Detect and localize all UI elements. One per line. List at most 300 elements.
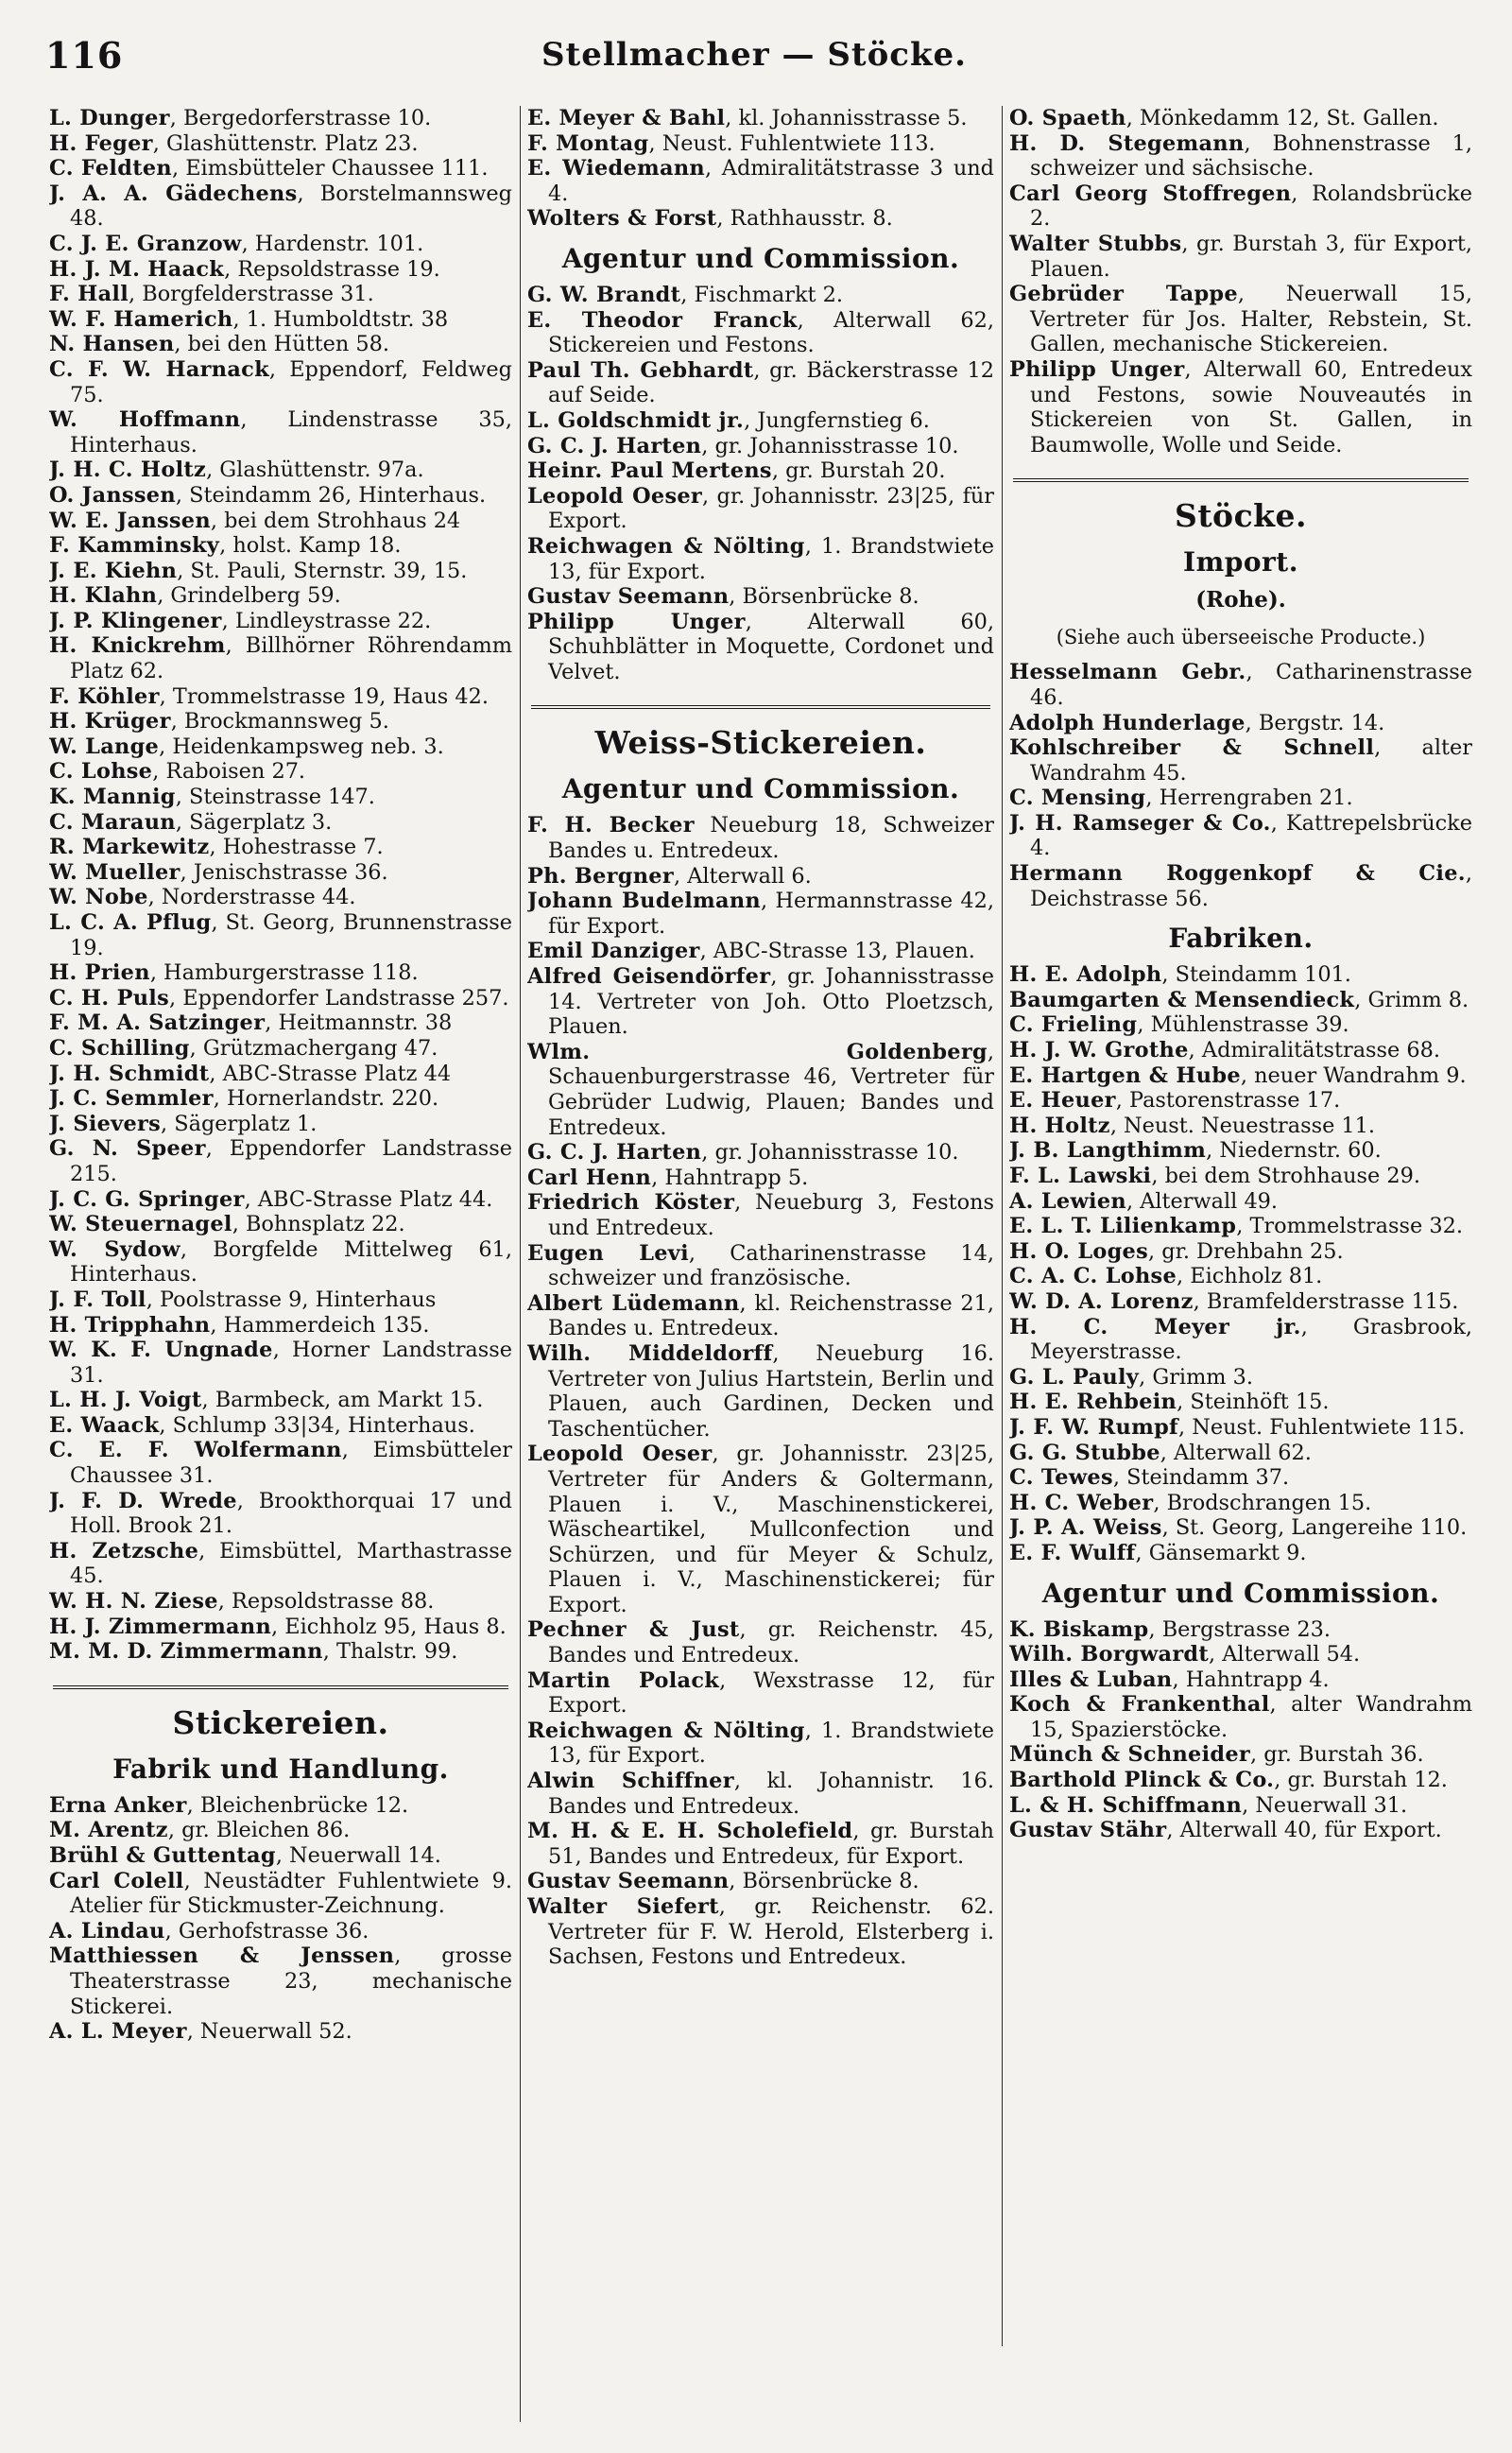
directory-entry — [49, 910, 512, 960]
firm-address: , Alterwall 62. — [1160, 1440, 1312, 1465]
firm-address: , Neustädter Fuhlentwiete 9. Atelier für Stickmuster-Zeichnung. — [70, 1868, 512, 1919]
firm-name: H. O. Loges — [1009, 1238, 1149, 1264]
firm-address: , Eimsbütteler Chaussee 31. — [70, 1438, 512, 1489]
directory-entry — [49, 609, 512, 634]
directory-entry — [49, 1338, 512, 1388]
firm-name: G. W. Brandt — [527, 282, 681, 307]
section-heading: Weiss-Stickereien. — [594, 724, 927, 762]
firm-address: , Eimsbüttel, Marthastrasse 45. — [70, 1538, 512, 1589]
firm-address: , Steindamm 37. — [1112, 1465, 1290, 1491]
firm-name: W. Steuernagel — [49, 1212, 232, 1237]
firm-address: , Eichholz 81. — [1177, 1264, 1323, 1289]
directory-entry — [49, 282, 512, 307]
directory-entry — [1009, 1138, 1472, 1164]
firm-address: , Repsoldstrasse 88. — [217, 1589, 435, 1615]
directory-entry — [1009, 1818, 1472, 1843]
directory-entry — [527, 106, 994, 131]
directory-entry — [1009, 232, 1472, 282]
firm-name: J. C. G. Springer — [49, 1186, 245, 1212]
firm-address: , Herrengraben 21. — [1145, 786, 1353, 811]
firm-address: , Eimsbütteler Chaussee 111. — [171, 156, 489, 181]
firm-name: C. A. C. Lohse — [1009, 1264, 1177, 1289]
firm-name: G. N. Speer — [49, 1136, 206, 1162]
firm-name: J. B. Langthimm — [1009, 1138, 1207, 1164]
firm-address: , neuer Wandrahm 9. — [1240, 1062, 1467, 1088]
firm-address: , gr. Johannisstrasse 14. Vertreter von Joh. Otto Ploetzsch, Plauen. — [548, 964, 994, 1040]
firm-address: , Neueburg 16. Vertreter von Julius Hartstein, Berlin und Plauen, auch Gardinen, Decken und Taschentücher. — [548, 1340, 994, 1442]
firm-name: W. F. Hamerich — [49, 306, 233, 332]
firm-address: , Bergstrasse 23. — [1148, 1616, 1331, 1642]
firm-name: E. F. Wulff — [1009, 1540, 1136, 1565]
firm-name: Hermann Roggenkopf & Cie. — [1009, 861, 1466, 887]
directory-entry — [1009, 735, 1472, 786]
directory-entry — [527, 1617, 994, 1667]
firm-name: F. Montag — [527, 130, 649, 156]
directory-entry — [49, 1438, 512, 1488]
firm-address: , bei den Hütten 58. — [174, 332, 389, 357]
firm-name: F. H. Becker — [527, 813, 695, 838]
directory-entry — [49, 986, 512, 1011]
firm-address: , Barmbeck, am Markt 15. — [201, 1388, 484, 1413]
firm-address: , kl. Johannisstrasse 5. — [725, 106, 968, 130]
firm-name: L. Dunger — [49, 106, 170, 130]
firm-address: , Sägerplatz 3. — [175, 809, 333, 835]
directory-entry — [527, 534, 994, 584]
firm-address: , St. Georg, Langereihe 110. — [1161, 1515, 1468, 1541]
firm-address: , Catharinenstrasse 46. — [1030, 660, 1472, 710]
firm-address: , Alterwall 49. — [1125, 1188, 1279, 1214]
firm-address: , Repsoldstrasse 19. — [224, 256, 440, 282]
firm-name: W. Mueller — [49, 859, 180, 885]
directory-entry — [527, 584, 994, 610]
directory-entry — [527, 408, 994, 434]
firm-address: , Borgfelde Mittelweg 61, Hinterhaus. — [70, 1236, 512, 1287]
firm-name: Koch & Frankenthal — [1009, 1692, 1270, 1718]
firm-address: , Mönkedamm 12, St. Gallen. — [1125, 106, 1439, 130]
firm-name: Alwin Schiffner — [527, 1769, 734, 1794]
firm-address: , gr. Burstah 51, Bandes und Entredeux, für Export. — [548, 1819, 994, 1869]
firm-name: E. Theodor Franck — [527, 307, 798, 333]
cross-reference-note: (Siehe auch überseeische Producte.) — [1056, 626, 1426, 649]
firm-address: , Alterwall 60, Entredeux und Festons, sowie Nouveautés in Stickereien von St. Gallen, in Baumwolle, Wolle und Seide. — [1030, 356, 1472, 458]
firm-address: , Neuerwall 52. — [186, 2019, 352, 2045]
directory-entry — [49, 785, 512, 810]
firm-address: , Raboisen 27. — [152, 759, 306, 785]
directory-entry — [1009, 962, 1472, 988]
directory-entry — [1009, 131, 1472, 181]
firm-name: J. E. Kiehn — [49, 558, 178, 583]
section-divider — [1013, 478, 1469, 482]
firm-name: A. L. Meyer — [49, 2019, 187, 2045]
firm-name: W. Hoffmann — [49, 407, 241, 433]
firm-address: , Hahntrapp 5. — [651, 1165, 809, 1190]
firm-address: , gr. Drehbahn 25. — [1148, 1238, 1344, 1264]
firm-address: , gr. Reichenstr. 45, Bandes und Entredeux. — [548, 1617, 994, 1668]
firm-name: G. L. Pauly — [1009, 1364, 1140, 1390]
directory-entry — [1009, 1768, 1472, 1793]
directory-entry — [49, 1086, 512, 1112]
directory-entry — [527, 610, 994, 685]
directory-entry — [527, 964, 994, 1040]
directory-entry — [1009, 1541, 1472, 1566]
firm-name: Baumgarten & Mensendieck — [1009, 987, 1355, 1012]
directory-entry — [49, 131, 512, 157]
firm-address: , St. Georg, Brunnenstrasse 19. — [70, 910, 512, 960]
directory-entry — [1009, 711, 1472, 736]
directory-entry — [49, 458, 512, 483]
firm-name: J. P. A. Weiss — [1009, 1515, 1162, 1541]
page-number: 116 — [45, 34, 124, 77]
firm-name: W. Lange — [49, 734, 160, 759]
firm-name: H. Feger — [49, 130, 153, 156]
firm-address: , Niedernstr. 60. — [1206, 1138, 1382, 1164]
firm-address: , bei dem Strohhaus 24 — [210, 508, 461, 533]
directory-entry — [1009, 811, 1472, 861]
directory-entry — [49, 1011, 512, 1036]
firm-name: K. Mannig — [49, 785, 176, 810]
firm-name: W. E. Janssen — [49, 508, 211, 533]
directory-entry — [49, 1313, 512, 1339]
firm-address: , Alterwall 54. — [1209, 1642, 1361, 1667]
subsection-heading: Agentur und Commission. — [1041, 1577, 1440, 1609]
firm-address: , Grimm 8. — [1354, 987, 1469, 1012]
firm-address: , kl. Reichenstrasse 21, Bandes u. Entredeux. — [548, 1290, 994, 1341]
firm-address: , gr. Burstah 12. — [1274, 1768, 1448, 1793]
firm-name: C. Mensing — [1009, 786, 1146, 811]
firm-name: Gustav Seemann — [527, 584, 730, 610]
firm-address: , Neust. Fuhlentwiete 113. — [648, 130, 936, 156]
directory-entry — [49, 1919, 512, 1944]
firm-name: H. C. Meyer jr. — [1009, 1314, 1301, 1339]
directory-entry — [1009, 660, 1472, 710]
firm-address: , Neueburg 3, Festons und Entredeux. — [548, 1190, 994, 1240]
directory-entry — [49, 684, 512, 710]
firm-address: , 1. Brandstwiete 13, für Export. — [548, 1718, 994, 1769]
directory-entry — [1009, 1038, 1472, 1063]
firm-name: L. H. J. Voigt — [49, 1388, 202, 1413]
firm-name: J. H. C. Holtz — [49, 458, 207, 483]
firm-address: , Schlump 33|34, Hinterhaus. — [159, 1412, 475, 1438]
firm-name: M. Arentz — [49, 1818, 168, 1843]
directory-entry — [49, 734, 512, 760]
firm-address: , Kattrepelsbrücke 4. — [1030, 810, 1472, 861]
firm-address: , Grimm 3. — [1139, 1364, 1254, 1390]
firm-address: , Lindenstrasse 35, Hinterhaus. — [70, 407, 512, 458]
directory-entry — [527, 206, 994, 232]
firm-name: Carl Colell — [49, 1868, 184, 1893]
firm-name: E. Hartgen & Hube — [1009, 1062, 1241, 1088]
firm-address: , Wexstrasse 12, für Export. — [548, 1667, 994, 1719]
directory-column-2 — [527, 106, 994, 2346]
firm-name: J. A. A. Gädechens — [49, 181, 298, 206]
firm-name: Gustav Stähr — [1009, 1818, 1167, 1843]
firm-address: , Steinhöft 15. — [1177, 1390, 1330, 1415]
firm-address: , 1. Humboldtstr. 38 — [232, 306, 449, 332]
page-header — [45, 34, 1463, 95]
firm-name: K. Biskamp — [1009, 1616, 1149, 1642]
directory-entry — [1009, 1214, 1472, 1239]
firm-address: , Grasbrook, Meyerstrasse. — [1030, 1314, 1472, 1365]
firm-address: , gr. Bleichen 86. — [167, 1818, 351, 1843]
firm-name: F. Köhler — [49, 683, 160, 709]
firm-address: , Gerhofstrasse 36. — [164, 1918, 369, 1943]
section-divider — [53, 1685, 508, 1689]
firm-name: G. C. J. Harten — [527, 433, 702, 458]
firm-address: , gr. Johannisstr. 23|25, Vertreter für Anders & Goltermann, Plauen i. V., Maschinenstickerei, Wäscheartikel, Mullconfection und Schürzen, und für Meyer & Schulz, Plauen i. V., Maschinenstickerei; für Export. — [548, 1442, 994, 1617]
firm-name: E. Waack — [49, 1412, 160, 1438]
firm-name: Illes & Luban — [1009, 1667, 1173, 1692]
directory-entry — [49, 1237, 512, 1287]
firm-address: , Admiralitätstrasse 3 und 4. — [548, 156, 994, 206]
directory-entry — [49, 1639, 512, 1665]
firm-name: Albert Lüdemann — [527, 1290, 740, 1316]
firm-name: E. Heuer — [1009, 1088, 1116, 1114]
directory-entry — [1009, 1088, 1472, 1114]
firm-name: F. Hall — [49, 282, 129, 307]
firm-address: , Horner Landstrasse 31. — [70, 1338, 512, 1388]
firm-name: Emil Danziger — [527, 939, 700, 964]
firm-address: , Brookthorquai 17 und Holl. Brook 21. — [70, 1488, 512, 1539]
firm-name: C. Feldten — [49, 156, 172, 181]
directory-entry — [1009, 861, 1472, 911]
firm-address: , gr. Johannisstr. 23|25, für Export. — [548, 483, 994, 534]
directory-entry — [527, 1291, 994, 1341]
directory-entry — [1009, 1793, 1472, 1819]
directory-entry — [49, 533, 512, 559]
firm-name: Carl Henn — [527, 1165, 652, 1190]
firm-address: , Eppendorfer Landstrasse 215. — [70, 1136, 512, 1186]
directory-entry — [49, 1843, 512, 1869]
firm-address: Neueburg 18, Schweizer Bandes u. Entredeux. — [548, 813, 994, 864]
directory-entry — [527, 1668, 994, 1719]
firm-name: H. D. Stegemann — [1009, 130, 1245, 156]
firm-address: , Hohestrasse 7. — [209, 835, 384, 860]
firm-address: , Admiralitätstrasse 68. — [1188, 1038, 1441, 1063]
firm-name: C. F. W. Harnack — [49, 356, 269, 382]
firm-name: Eugen Levi — [527, 1240, 689, 1266]
firm-address: , Alterwall 6. — [673, 863, 812, 889]
directory-entry — [1009, 1315, 1472, 1365]
firm-name: L. & H. Schiffmann — [1009, 1792, 1243, 1818]
directory-entry — [49, 583, 512, 609]
firm-address: , alter Wandrahm 45. — [1030, 735, 1472, 786]
directory-entry — [527, 1341, 994, 1442]
firm-address: , Eichholz 95, Haus 8. — [271, 1614, 507, 1639]
firm-address: , gr. Johannisstrasse 10. — [701, 1140, 959, 1166]
subsection-heading: Agentur und Commission. — [561, 773, 960, 805]
directory-entry — [49, 810, 512, 836]
firm-address: , Steindamm 26, Hinterhaus. — [175, 482, 487, 508]
directory-entry — [49, 1187, 512, 1213]
firm-name: W. K. F. Ungnade — [49, 1338, 273, 1363]
firm-address: , Hermannstrasse 42, für Export. — [548, 889, 994, 939]
firm-name: J. H. Schmidt — [49, 1061, 210, 1086]
directory-entry — [527, 484, 994, 534]
firm-name: L. Goldschmidt jr. — [527, 407, 745, 433]
directory-entry — [49, 1869, 512, 1919]
firm-address: , Bramfelderstrasse 115. — [1193, 1288, 1459, 1314]
directory-entry — [527, 1719, 994, 1769]
firm-address: , Heidenkampsweg neb. 3. — [159, 734, 444, 759]
directory-entry — [1009, 1063, 1472, 1089]
directory-entry — [49, 332, 512, 357]
firm-name: Walter Siefert — [527, 1894, 719, 1919]
firm-address: , Bohnenstrasse 1, schweizer und sächsische. — [1030, 130, 1472, 181]
directory-entry — [527, 1190, 994, 1240]
directory-entry — [527, 939, 994, 964]
firm-address: , Alterwall 62, Stickereien und Festons. — [548, 307, 994, 358]
firm-address: , Steinstrasse 147. — [175, 785, 375, 810]
firm-address: , Eppendorf, Feldweg 75. — [70, 356, 512, 407]
firm-name: H. C. Weber — [1009, 1490, 1154, 1515]
directory-entry — [1009, 1617, 1472, 1643]
firm-address: , Schauenburgerstrasse 46, Vertreter für Gebrüder Ludwig, Plauen; Bandes und Entredeux. — [548, 1039, 994, 1140]
firm-name: Gustav Seemann — [527, 1869, 730, 1894]
firm-name: G. G. Stubbe — [1009, 1440, 1160, 1465]
directory-entry — [1009, 1415, 1472, 1441]
firm-address: , Steindamm 101. — [1161, 962, 1351, 988]
firm-address: , Trommelstrasse 19, Haus 42. — [159, 683, 490, 709]
firm-name: L. C. A. Pflug — [49, 910, 212, 935]
firm-name: H. Krüger — [49, 709, 171, 734]
firm-name: C. J. E. Granzow — [49, 231, 242, 256]
directory-entry — [1009, 1491, 1472, 1516]
subsection-heading: Fabriken. — [1168, 923, 1314, 955]
directory-entry — [1009, 1465, 1472, 1491]
directory-entry — [527, 864, 994, 890]
firm-name: C. Maraun — [49, 809, 176, 835]
directory-entry — [49, 1793, 512, 1819]
firm-name: Kohlschreiber & Schnell — [1009, 735, 1375, 761]
firm-name: C. Lohse — [49, 759, 153, 785]
firm-name: Pechner & Just — [527, 1617, 740, 1643]
firm-address: , Gänsemarkt 9. — [1135, 1540, 1307, 1565]
firm-name: E. Meyer & Bahl — [527, 106, 726, 130]
firm-name: Philipp Unger — [527, 609, 746, 634]
firm-name: Reichwagen & Nölting — [527, 533, 805, 559]
firm-name: J. F. D. Wrede — [49, 1488, 237, 1513]
firm-name: Wilh. Middeldorff — [527, 1340, 773, 1366]
firm-address: , bei dem Strohhause 29. — [1151, 1164, 1420, 1188]
firm-address: , gr. Reichenstr. 62. Vertreter für F. W. Herold, Elsterberg i. Sachsen, Festons und Entredeux. — [548, 1894, 994, 1970]
firm-name: C. E. F. Wolfermann — [49, 1438, 342, 1463]
firm-address: , Jungfernstieg 6. — [744, 407, 930, 433]
firm-address: , Hammerdeich 135. — [210, 1312, 430, 1338]
firm-name: O. Spaeth — [1009, 106, 1126, 130]
firm-address: , Catharinenstrasse 14, schweizer und französische. — [548, 1240, 994, 1291]
directory-entry — [49, 2019, 512, 2045]
directory-entry — [49, 960, 512, 986]
firm-name: Erna Anker — [49, 1792, 187, 1818]
firm-address: , gr. Burstah 3, für Export, Plauen. — [1030, 231, 1472, 282]
firm-name: W. H. N. Ziese — [49, 1589, 218, 1615]
firm-address: , Sägerplatz 1. — [161, 1111, 318, 1136]
firm-address: , Börsenbrücke 8. — [729, 584, 919, 610]
firm-address: , gr. Burstah 36. — [1249, 1742, 1424, 1768]
firm-address: , Neuerwall 14. — [275, 1843, 441, 1868]
firm-name: J. H. Ramseger & Co. — [1009, 810, 1271, 836]
subsection-heading: Agentur und Commission. — [561, 242, 960, 274]
firm-address: , Borstelmannsweg 48. — [70, 181, 512, 232]
firm-address: , Norderstrasse 44. — [147, 885, 356, 910]
firm-address: , Heitmannstr. 38 — [265, 1011, 453, 1036]
firm-name: J. F. W. Rumpf — [1009, 1414, 1178, 1440]
firm-address: , Bergedorferstrasse 10. — [169, 106, 432, 130]
directory-entry — [49, 1539, 512, 1589]
firm-address: , Hornerlandstr. 220. — [213, 1086, 439, 1112]
directory-entry — [1009, 1365, 1472, 1391]
directory-entry — [1009, 1515, 1472, 1541]
directory-entry — [527, 283, 994, 308]
firm-name: W. Nobe — [49, 885, 148, 910]
directory-entry — [49, 759, 512, 785]
directory-entry — [1009, 1642, 1472, 1667]
firm-name: H. E. Rehbein — [1009, 1390, 1177, 1415]
firm-address: , Rathhausstr. 8. — [716, 206, 893, 232]
directory-entry — [49, 559, 512, 584]
directory-entry — [49, 1818, 512, 1843]
firm-address: , ABC-Strasse Platz 44 — [209, 1061, 452, 1086]
firm-address: , kl. Johannistr. 16. Bandes und Entredeux. — [548, 1769, 994, 1819]
directory-entry — [49, 181, 512, 232]
firm-name: G. C. J. Harten — [527, 1140, 702, 1166]
directory-entry — [527, 1894, 994, 1970]
directory-entry — [49, 1112, 512, 1137]
firm-name: M. M. D. Zimmermann — [49, 1639, 323, 1665]
directory-entry — [527, 1140, 994, 1166]
firm-name: Münch & Schneider — [1009, 1742, 1250, 1768]
column-rule — [1002, 106, 1003, 2346]
directory-entry — [49, 1615, 512, 1640]
firm-name: Philipp Unger — [1009, 356, 1185, 382]
directory-entry — [1009, 181, 1472, 232]
directory-entry — [49, 860, 512, 886]
firm-name: H. J. M. Haack — [49, 256, 225, 282]
firm-address: , Hahntrapp 4. — [1172, 1667, 1330, 1692]
firm-name: R. Markewitz — [49, 835, 210, 860]
firm-name: W. Sydow — [49, 1236, 180, 1262]
subsection-qualifier: (Rohe). — [1195, 587, 1286, 613]
firm-name: C. Frieling — [1009, 1012, 1138, 1038]
firm-name: Friedrich Köster — [527, 1190, 735, 1216]
directory-entry — [49, 1036, 512, 1062]
firm-address: , holst. Kamp 18. — [219, 533, 402, 559]
firm-name: H. Klahn — [49, 583, 158, 609]
directory-entry — [527, 434, 994, 459]
firm-name: Gebrüder Tappe — [1009, 282, 1238, 307]
firm-name: M. H. & E. H. Scholefield — [527, 1819, 853, 1844]
section-heading: Stöcke. — [1174, 497, 1308, 535]
firm-name: N. Hansen — [49, 332, 175, 357]
directory-entry — [49, 1136, 512, 1186]
firm-address: , Brodschrangen 15. — [1153, 1490, 1372, 1515]
directory-entry — [1009, 1239, 1472, 1265]
directory-entry — [527, 1769, 994, 1819]
firm-name: Leopold Oeser — [527, 1442, 713, 1467]
directory-entry — [49, 1212, 512, 1237]
firm-address: , Alterwall 60, Schuhblätter in Moquette, Cordonet und Velvet. — [548, 609, 994, 684]
firm-address: , Börsenbrücke 8. — [729, 1869, 919, 1894]
directory-entry — [1009, 1189, 1472, 1215]
directory-entry — [49, 357, 512, 407]
directory-entry — [49, 1413, 512, 1439]
firm-name: Wilh. Borgwardt — [1009, 1642, 1210, 1667]
firm-address: , grosse Theaterstrasse 23, mechanische Stickerei. — [70, 1943, 512, 2019]
firm-address: , Bohnsplatz 22. — [232, 1212, 405, 1237]
directory-column-1 — [49, 106, 512, 2422]
directory-entry — [527, 889, 994, 939]
column-rule — [520, 106, 521, 2422]
